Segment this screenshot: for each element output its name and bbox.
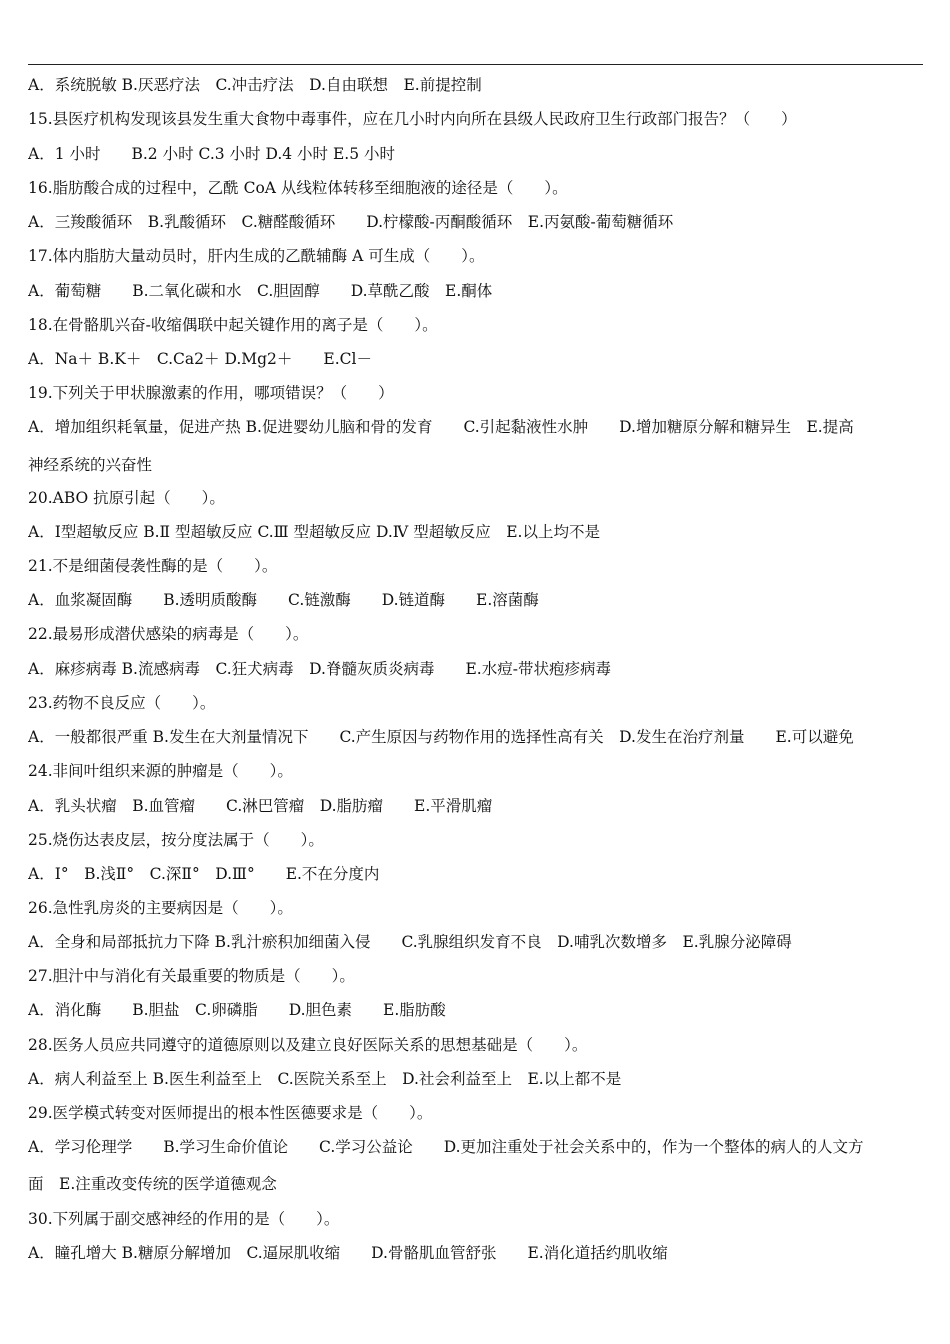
text-line: A．麻疹病毒 B.流感病毒 C.狂犬病毒 D.脊髓灰质炎病毒 E.水痘-带状疱疹病毒 xyxy=(28,660,611,678)
header-rule xyxy=(28,64,923,65)
text-line: 26.急性乳房炎的主要病因是（ ）。 xyxy=(28,899,293,917)
text-line: 20.ABO 抗原引起（ ）。 xyxy=(28,489,225,507)
text-line: 25.烧伤达表皮层，按分度法属于（ ）。 xyxy=(28,831,324,849)
text-line: 22.最易形成潜伏感染的病毒是（ ）。 xyxy=(28,625,309,643)
text-line: 24.非间叶组织来源的肿瘤是（ ）。 xyxy=(28,762,293,780)
text-line: 15.县医疗机构发现该县发生重大食物中毒事件，应在几小时内向所在县级人民政府卫生行政部门报告？（ ） xyxy=(28,110,797,128)
text-line: 21.不是细菌侵袭性酶的是（ ）。 xyxy=(28,557,278,575)
text-line: 17.体内脂肪大量动员时，肝内生成的乙酰辅酶 A 可生成（ ）。 xyxy=(28,247,485,265)
text-line: 29.医学模式转变对医师提出的根本性医德要求是（ ）。 xyxy=(28,1104,433,1122)
text-line: A．学习伦理学 B.学习生命价值论 C.学习公益论 D.更加注重处于社会关系中的，作为一个整体的病人的人文方 xyxy=(28,1138,864,1156)
text-line: 16.脂肪酸合成的过程中，乙酰 CoA 从线粒体转移至细胞液的途径是（ ）。 xyxy=(28,179,568,197)
text-line: A．Ⅰ型超敏反应 B.Ⅱ 型超敏反应 C.Ⅲ 型超敏反应 D.Ⅳ 型超敏反应 E.以上均不是 xyxy=(28,523,600,541)
text-line: 面 E.注重改变传统的医学道德观念 xyxy=(28,1175,277,1193)
text-line: A．瞳孔增大 B.糖原分解增加 C.逼尿肌收缩 D.骨骼肌血管舒张 E.消化道括约肌收缩 xyxy=(28,1244,668,1262)
text-line: 19.下列关于甲状腺激素的作用，哪项错误？（ ） xyxy=(28,384,394,402)
text-line: 23.药物不良反应（ ）。 xyxy=(28,694,216,712)
text-line: 28.医务人员应共同遵守的道德原则以及建立良好医际关系的思想基础是（ ）。 xyxy=(28,1036,588,1054)
text-line: A．全身和局部抵抗力下降 B.乳汁瘀积加细菌入侵 C.乳腺组织发育不良 D.哺乳次数增多 E.乳腺分泌障碍 xyxy=(28,933,792,951)
text-line: 神经系统的兴奋性 xyxy=(28,456,153,474)
text-line: 30.下列属于副交感神经的作用的是（ ）。 xyxy=(28,1210,340,1228)
text-line: A．葡萄糖 B.二氧化碳和水 C.胆固醇 D.草酰乙酸 E.酮体 xyxy=(28,282,493,300)
text-line: 18.在骨骼肌兴奋-收缩偶联中起关键作用的离子是（ ）。 xyxy=(28,316,438,334)
text-line: A．一般都很严重 B.发生在大剂量情况下 C.产生原因与药物作用的选择性高有关 D.发生在治疗剂量 E.可以避免 xyxy=(28,728,854,746)
text-line: A．Ⅰ° B.浅Ⅱ° C.深Ⅱ° D.Ⅲ° E.不在分度内 xyxy=(28,865,380,883)
text-line: A．增加组织耗氧量，促进产热 B.促进婴幼儿脑和骨的发育 C.引起黏液性水肿 D.增加糖原分解和糖异生 E.提高 xyxy=(28,418,854,436)
text-line: A．三羧酸循环 B.乳酸循环 C.糖醛酸循环 D.柠檬酸-丙酮酸循环 E.丙氨酸-葡萄糖循环 xyxy=(28,213,674,231)
text-line: A．Na＋ B.K＋ C.Ca2＋ D.Mg2＋ E.Cl－ xyxy=(28,350,372,368)
text-line: A．1 小时 B.2 小时 C.3 小时 D.4 小时 E.5 小时 xyxy=(28,145,396,163)
text-line: A．病人利益至上 B.医生利益至上 C.医院关系至上 D.社会利益至上 E.以上都不是 xyxy=(28,1070,622,1088)
text-line: A．消化酶 B.胆盐 C.卵磷脂 D.胆色素 E.脂肪酸 xyxy=(28,1001,446,1019)
text-line: 27.胆汁中与消化有关最重要的物质是（ ）。 xyxy=(28,967,355,985)
text-line: A．乳头状瘤 B.血管瘤 C.淋巴管瘤 D.脂肪瘤 E.平滑肌瘤 xyxy=(28,797,493,815)
text-line: A．血浆凝固酶 B.透明质酸酶 C.链激酶 D.链道酶 E.溶菌酶 xyxy=(28,591,539,609)
text-line: A．系统脱敏 B.厌恶疗法 C.冲击疗法 D.自由联想 E.前提控制 xyxy=(28,76,482,94)
